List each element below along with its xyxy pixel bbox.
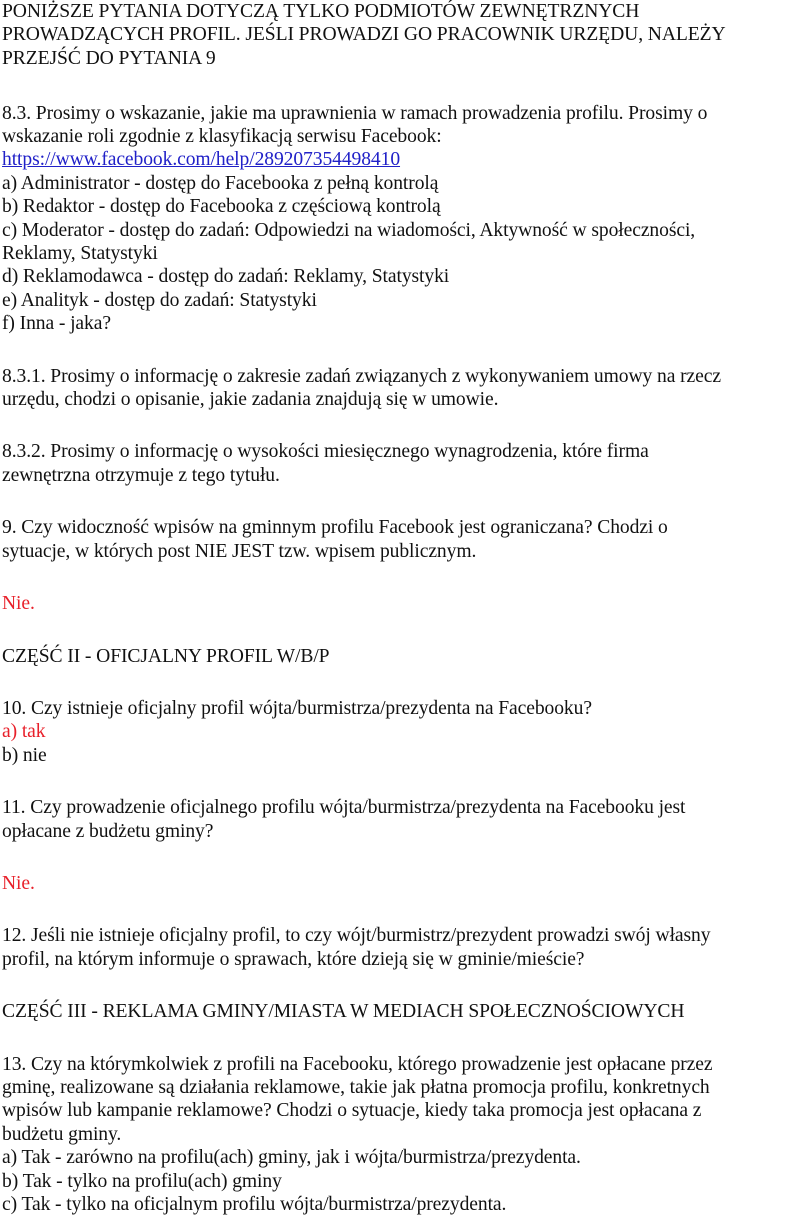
intro-notice: [2, 0, 800, 70]
option-e: e) Analityk - dostęp do zadań: Statystyki: [2, 289, 317, 311]
spacer: [2, 487, 800, 516]
question-text: 11. Czy prowadzenie oficjalnego profilu wójta/burmistrza/prezydenta na Facebooku jest: [2, 797, 686, 819]
section-title: CZĘŚĆ II - OFICJALNY PROFIL W/B/P: [2, 645, 330, 667]
question-10: [2, 697, 800, 767]
option-c-continued: Reklamy, Statystyki: [2, 243, 158, 265]
facebook-help-link[interactable]: https://www.facebook.com/help/289207354498410: [2, 149, 401, 171]
question-text: budżetu gminy.: [2, 1123, 122, 1145]
section-2-heading: [2, 645, 800, 668]
spacer: [2, 971, 800, 1000]
question-text: 12. Jeśli nie istnieje oficjalny profil, to czy wójt/burmistrz/prezydent prowadzi swój własny: [2, 925, 711, 947]
question-text: sytuacje, w których post NIE JEST tzw. wpisem publicznym.: [2, 540, 477, 562]
question-8-3-2: [2, 440, 800, 487]
option-b: b) Redaktor - dostęp do Facebooka z częściową kontrolą: [2, 196, 441, 218]
question-text: 13. Czy na którymkolwiek z profili na Facebooku, którego prowadzenie jest opłacane przez: [2, 1053, 713, 1075]
option-a: a) Administrator - dostęp do Facebooka z pełną kontrolą: [2, 172, 439, 194]
question-9: [2, 516, 800, 563]
question-text: profil, na którym informuje o sprawach, które dzieją się w gminie/mieście?: [2, 948, 585, 970]
spacer: [2, 1024, 800, 1053]
question-text: 9. Czy widoczność wpisów na gminnym profilu Facebook jest ograniczana? Chodzi o: [2, 517, 668, 539]
intro-line: PONIŻSZE PYTANIA DOTYCZĄ TYLKO PODMIOTÓW ZEWNĘTRZNYCH: [2, 1, 640, 22]
question-text: zewnętrzna otrzymuje z tego tytułu.: [2, 464, 280, 486]
option-d: d) Reklamodawca - dostęp do zadań: Reklamy, Statystyki: [2, 266, 450, 288]
spacer: [2, 70, 800, 93]
answer-text: Nie.: [2, 872, 35, 894]
option-b: b) Tak - tylko na profilu(ach) gminy: [2, 1170, 282, 1192]
question-text: 8.3.2. Prosimy o informację o wysokości miesięcznego wynagrodzenia, które firma: [2, 441, 649, 463]
option-c: c) Moderator - dostęp do zadań: Odpowiedzi na wiadomości, Aktywność w społeczności,: [2, 219, 696, 241]
question-text: 8.3.1. Prosimy o informację o zakresie zadań związanych z wykonywaniem umowy na rzecz: [2, 365, 721, 387]
spacer: [2, 767, 800, 796]
answer-9: [2, 592, 800, 615]
intro-line: PRZEJŚĆ DO PYTANIA 9: [2, 47, 216, 69]
spacer: [2, 563, 800, 592]
intro-line: PROWADZĄCYCH PROFIL. JEŚLI PROWADZI GO PRACOWNIK URZĘDU, NALEŻY: [2, 24, 726, 46]
option-c: c) Tak - tylko na oficjalnym profilu wójta/burmistrza/prezydenta.: [2, 1194, 507, 1216]
spacer: [2, 843, 800, 872]
answer-11: [2, 872, 800, 895]
question-text: opłacane z budżetu gminy?: [2, 820, 214, 842]
question-text: 10. Czy istnieje oficjalny profil wójta/burmistrza/prezydenta na Facebooku?: [2, 697, 592, 719]
spacer: [2, 616, 800, 645]
question-text: wpisów lub kampanie reklamowe? Chodzi o sytuacje, kiedy taka promocja jest opłacana z: [2, 1100, 702, 1122]
section-3-heading: [2, 1000, 800, 1023]
spacer: [2, 895, 800, 924]
question-text: wskazanie roli zgodnie z klasyfikacją serwisu Facebook:: [2, 126, 442, 148]
spacer: [2, 411, 800, 440]
spacer: [2, 336, 800, 365]
question-8-3: [2, 102, 800, 336]
question-13: [2, 1053, 800, 1216]
question-text: gminę, realizowane są działania reklamowe, takie jak płatna promocja profilu, konkretnych: [2, 1076, 710, 1098]
section-title: CZĘŚĆ III - REKLAMA GMINY/MIASTA W MEDIACH SPOŁECZNOŚCIOWYCH: [2, 1001, 685, 1023]
option-a: a) Tak - zarówno na profilu(ach) gminy, jak i wójta/burmistrza/prezydenta.: [2, 1147, 581, 1169]
question-text: 8.3. Prosimy o wskazanie, jakie ma uprawnienia w ramach prowadzenia profilu. Prosimy o: [2, 102, 708, 124]
question-text: urzędu, chodzi o opisanie, jakie zadania znajdują się w umowie.: [2, 389, 499, 411]
question-11: [2, 796, 800, 843]
spacer: [2, 94, 800, 102]
option-a-selected: a) tak: [2, 721, 46, 743]
document-page: [2, 0, 800, 1216]
question-12: [2, 924, 800, 971]
question-8-3-1: [2, 365, 800, 412]
option-f: f) Inna - jaka?: [2, 313, 111, 335]
answer-text: Nie.: [2, 593, 35, 615]
spacer: [2, 668, 800, 697]
option-b: b) nie: [2, 744, 47, 766]
